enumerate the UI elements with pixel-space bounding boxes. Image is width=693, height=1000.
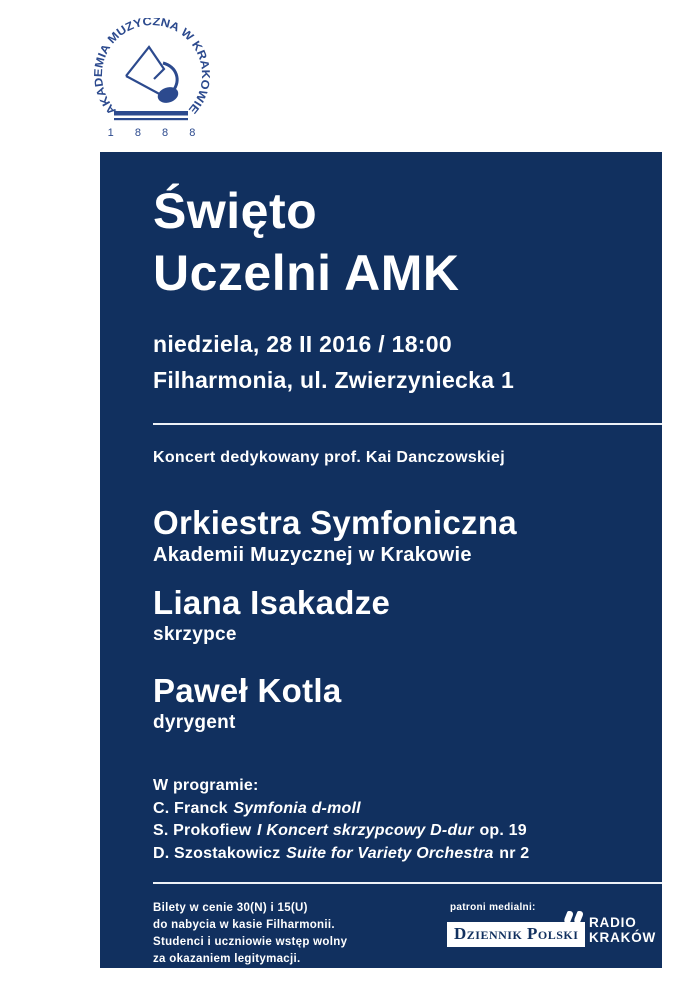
logo-bar-thin xyxy=(114,118,188,120)
event-venue: Filharmonia, ul. Zwierzyniecka 1 xyxy=(153,367,515,393)
radio-quote-icon xyxy=(565,911,585,924)
patrons-heading: patroni medialni: xyxy=(450,902,536,913)
radio-krakow-logo xyxy=(565,909,656,945)
program-work: Symfonia d-moll xyxy=(233,799,361,817)
academy-seal-logo xyxy=(80,18,224,142)
soloist-role: skrzypce xyxy=(153,624,237,645)
title-line-2: Uczelni AMK xyxy=(153,245,460,301)
ticket-info xyxy=(153,900,347,968)
radio-krakow-text xyxy=(589,915,656,945)
orchestra-name: Orkiestra Symfoniczna xyxy=(153,504,517,541)
divider-top xyxy=(153,423,662,425)
title-line-1: Święto xyxy=(153,183,318,239)
soloist-name: Liana Isakadze xyxy=(153,584,391,621)
logo-year: 1 8 8 8 xyxy=(107,127,205,139)
orchestra-subtitle: Akademii Muzycznej w Krakowie xyxy=(153,544,472,566)
program-composer: C. Franck xyxy=(153,799,228,817)
page-title xyxy=(153,180,459,304)
poster-panel xyxy=(100,152,662,968)
ticket-line: Studenci i uczniowie wstęp wolny xyxy=(153,936,348,948)
logo-ring-text: AKADEMIA MUZYCZNA W KRAKOWIE xyxy=(92,18,212,117)
performer-conductor xyxy=(153,672,342,736)
program-item xyxy=(153,820,529,843)
performer-orchestra xyxy=(153,504,517,568)
performer-soloist xyxy=(153,584,390,648)
academy-seal-icon xyxy=(80,18,224,142)
dedication-text: Koncert dedykowany prof. Kai Danczowskiej xyxy=(153,449,505,466)
program-item xyxy=(153,798,529,821)
program-suffix: nr 2 xyxy=(499,844,530,862)
divider-bottom xyxy=(153,882,662,884)
conductor-role: dyrygent xyxy=(153,712,236,733)
ticket-line: za okazaniem legitymacji. xyxy=(153,953,301,965)
dziennik-polski-logo: Dziennik Polski xyxy=(447,922,585,947)
event-details xyxy=(153,326,514,398)
program-composer: S. Prokofiew xyxy=(153,822,252,839)
radio-line-1: RADIO xyxy=(589,915,637,930)
program-section xyxy=(153,775,529,865)
conductor-name: Paweł Kotla xyxy=(153,672,342,709)
program-heading: W programie: xyxy=(153,777,259,794)
program-item xyxy=(153,843,529,866)
program-composer: D. Szostakowicz xyxy=(153,844,281,862)
radio-line-2: KRAKÓW xyxy=(589,930,657,945)
logo-bar-thick xyxy=(114,111,188,116)
program-work: I Koncert skrzypcowy D-dur xyxy=(257,822,474,839)
program-work: Suite for Variety Orchestra xyxy=(286,844,494,862)
ticket-line: do nabycia w kasie Filharmonii. xyxy=(153,919,335,931)
svg-text:AKADEMIA MUZYCZNA W KRAKOWIE xyxy=(93,18,211,116)
ticket-line: Bilety w cenie 30(N) i 15(U) xyxy=(153,902,308,914)
event-date: niedziela, 28 II 2016 / 18:00 xyxy=(153,331,452,357)
program-suffix: op. 19 xyxy=(479,822,527,839)
